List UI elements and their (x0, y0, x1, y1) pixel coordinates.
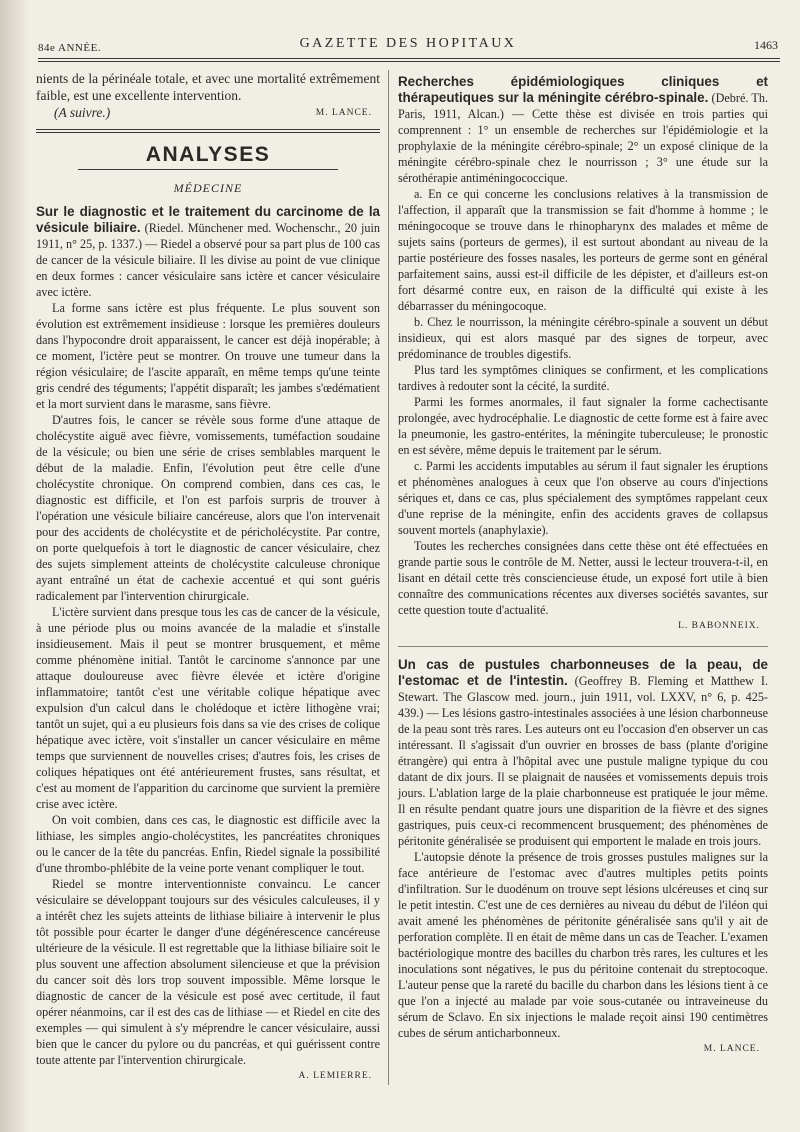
page-header (38, 30, 778, 54)
section-rule-top (36, 129, 380, 133)
article-3-signature: M. LANCE. (703, 1044, 760, 1054)
journal-title: GAZETTE DES HOPITAUX (299, 36, 517, 51)
page-number: 1463 (754, 38, 778, 52)
article-2-reference: (Debré. Th. Paris, 1911, Alcan.) — Cette thèse est divisée en trois parties qui comprennent : 1° un ensemble de recherches sur l'épidémiologie et la prophylaxie de la méningite cérébro-spinale; 2° un exposé clinique de la méningite cérébro-spinale chez le nourrisson ; 3° une étude sur la sérothérapie antiméningococcique. (398, 91, 768, 185)
section-rule-bottom (78, 169, 338, 170)
volume-label: 84e ANNÉE. (38, 42, 102, 54)
article-1-paragraph-6: Riedel se montre interventionniste convaincu. Le cancer vésiculaire se développant toujours sur des vésicules calculeuses, il y a intérêt chez les sujets atteints de lithiase biliaire à intervenir le plus tôt possible pour écarter le danger d'une dégénérescence cancéreuse ultérieure de la vésicule. Il est regrettable que la lithiase biliaire soit le plus souvent une affection absolument silencieuse et que la prévision du cancer soit dès lors trop souvent impossible. Même lorsque le diagnostic de cancer de la vésicule est posé avec certitude, il faut opérer néanmoins, car il est des cas de lithiase — et Riedel en cite des exemples — qui simulent à s'y méprendre le cancer vésiculaire, aussi bien que le cancer du pylore ou du pancréas, et qui guérissent contre toute attente par l'intervention chirurgicale. (36, 877, 380, 1067)
intro-signature: M. LANCE. (315, 108, 372, 118)
article-1-paragraph-3: D'autres fois, le cancer se révèle sous forme d'une attaque de cholécystite aiguë avec fièvre, vomissements, tuméfaction soudaine de la vésicule; ou bien une série de crises semblables marquent le début de la maladie. Enfin, l'évolution peut être celle d'une cholécystite chronique. On comprend combien, dans ces cas, le diagnostic est difficile, et l'on est parfois surpris de trouver à l'opération une vésicule biliaire cancéreuse, alors que l'on intervenait pour des accidents de cholécystite et de péricholécystite. Par contre, on porte quelquefois à tort le diagnostic de cancer vésiculaire, chez des sujets simplement atteints de cholécystite calculeuse chronique ayant entraîné un état de cachexie accentué et qui sont guéris radicalement par l'intervention chirurgicale. (36, 413, 380, 603)
article-3-title: Un cas de pustules charbonneuses de la peau, de l'estomac et de l'intestin. (398, 657, 768, 688)
intro-paragraph: nients de la périnéale totale, et avec une mortalité extrêmement faible, est une excellente intervention. (36, 71, 380, 103)
article-1-paragraph-4: L'ictère survient dans presque tous les cas de cancer de la vésicule, à une période plus ou moins avancée de la maladie et s'installe insidieusement. Mais il peut se montrer brusquement, et même comme phénomène initial. Tantôt le carcinome s'annonce par une attaque douloureuse avec fièvre élevée et ictère d'origine inflammatoire; tantôt c'est une véritable colique hépatique avec expulsion d'un calcul dans le cholédoque et ictère lithogène vrai; tantôt un sujet, qui a eu plusieurs fois dans sa vie des crises de colique hépatique avec ictère, voit s'installer un cancer vésiculaire en même temps que surviennent de nouvelles crises; d'autres fois, les crises de coliques hépatiques ont été antérieurement frustes, sans résultat, et c'est au moment de l'apparition du carcinome que survient la première crise avec ictère. (36, 605, 380, 811)
article-2-signature: L. BABONNEIX. (678, 621, 760, 631)
article-1-paragraph-5: On voit combien, dans ces cas, le diagnostic est difficile avec la lithiase, les simples angio-cholécystites, les pancréatites chroniques ou le cancer de la tête du pancréas. Enfin, Riedel signale la possibilité d'une thrombo-phlébite de la veine porte venant compliquer le tout. (36, 813, 380, 875)
article-3-reference: (Geoffrey B. Fleming et Matthew I. Stewart. The Glascow med. journ., juin 1911, vol. LXXV, n° 6, p. 425-439.) — Les lésions gastro-intestinales associées à une lésion charbonneuse de la peau sont très rares. Les auteurs ont eu l'occasion d'en observer un cas intéressant. Il s'agissait d'un ouvrier en brosses de bass (plante d'origine étrangère) qui entra à l'hôpital avec une pustule maligne typique du cou datant de dix jours. Il se plaignait de nausées et vomissements depuis trois jours. L'ablation large de la plaie charbonneuse est pratiquée le jour même. Il en résulte pendant quatre jours une disparition de la fièvre et des signes gastriques, puis ceux-ci recommencent brusquement; des phénomènes de péritonite généralisée se produisent qui emportent le malade en trois jours. (398, 674, 768, 848)
header-rule-2 (38, 61, 780, 62)
right-column (398, 74, 768, 1057)
to-be-continued: (A suivre.) (54, 105, 111, 120)
binding-gutter (0, 0, 30, 1132)
article-2-paragraph-c: c. Parmi les accidents imputables au sérum il faut signaler les éruptions et phénomènes analogues à ceux que l'on observe au cours d'injections sériques et, dans ce cas, plus spécialement des symptômes rappelant ceux d'une reprise de la méningite, enfin des accidents graves de collapsus souvent mortels (anaphylaxie). (398, 459, 768, 537)
article-2-paragraph-b3: Parmi les formes anormales, il faut signaler la forme cachectisante prolongée, avec hydrocéphalie. Le diagnostic de cette forme est à faire avec la pneumonie, les gastro-entérites, la méningite tuberculeuse; le pronostic en est sévère, même depuis le traitement par le sérum. (398, 395, 768, 457)
article-2-paragraph-b2: Plus tard les symptômes cliniques se confirment, et les complications tardives à redouter sont la cécité, la surdité. (398, 363, 768, 393)
article-2-title: Recherches épidémiologiques cliniques et thérapeutiques sur la méningite cérébro-spinale. (398, 74, 768, 105)
article-1-title: Sur le diagnostic et le traitement du carcinome de la vésicule biliaire. (36, 204, 380, 235)
subsection-title: MÉDECINE (173, 181, 243, 195)
article-2-paragraph-b: b. Chez le nourrisson, la méningite cérébro-spinale a souvent un début insidieux, qui est alors masqué par des signes de torpeur, avec prédominance de troubles digestifs. (398, 315, 768, 361)
article-1-reference: (Riedel. Münchener med. Wochenschr., 20 juin 1911, n° 25, p. 1337.) — Riedel a observé pour sa part plus de 100 cas de cancer de la vésicule biliaire. Il les divise au point de vue clinique en deux formes : cancer vésiculaire sans ictère et cancer vésiculaire avec ictère. (36, 221, 380, 299)
left-column (36, 70, 380, 1084)
article-divider (398, 646, 768, 647)
header-rule (38, 58, 780, 59)
article-2-paragraph-conclusion: Toutes les recherches consignées dans cette thèse ont été effectuées en grande partie sous le contrôle de M. Netter, aussi le lecteur trouvera-t-il, en lisant en détail cette très consciencieuse étude, un exposé fort utile à bien connaître des communications récentes aux diverses sociétés savantes, sur cette question toute d'actualité. (398, 539, 768, 617)
article-1-signature: A. LEMIERRE. (298, 1071, 372, 1081)
section-title: ANALYSES (145, 143, 271, 166)
article-1-lead (36, 204, 380, 300)
article-2-lead (398, 74, 768, 186)
article-1-paragraph-2: La forme sans ictère est plus fréquente. Le plus souvent son évolution est extrêmement insidieuse : lorsque les premières douleurs dans l'hypocondre droit apparaissent, le cancer est déjà inopérable; à ce moment, l'ictère peut se montrer. On trouve une tumeur dans la région vésiculaire; de l'ascite apparaît, en même temps qu'une teinte gris cendré des téguments; l'appétit disparaît; les jambes s'œdématient et la mort survient dans le marasme, sans fièvre. (36, 301, 380, 411)
article-3-lead (398, 657, 768, 849)
article-3-paragraph-2: L'autopsie dénote la présence de trois grosses pustules malignes sur la face antérieure de l'estomac avec d'autres multiples petits points d'infiltration. Sur le duodénum on trouve sept lésions ulcéreuses et cinq sur le petit intestin. C'est une de ces dernières au niveau du début de l'iléon qui avait amené les phénomènes de péritonite généralisée sans qu'il y ait de perforation complète. Il en était de même dans un cas de Teacher. L'examen bactériologique montre des bacilles du charbon très rares, les cultures et les inoculations sont négatives, le pus du péritoine contenait du streptocoque. L'auteur pense que la rareté du bacille du charbon dans les lésions tient à ce que l'on a injecté au malade par voie sous-cutanée ou intraveineuse du sérum de Sclavo. En six injections le malade reçoit ainsi 190 centimètres cubes de sérum anticharbonneux. (398, 850, 768, 1040)
column-separator (388, 70, 389, 1085)
article-2-paragraph-a: a. En ce qui concerne les conclusions relatives à la transmission de l'affection, il apparaît que la transmission se fait d'homme à homme ; le méningocoque se trouve dans le rhinopharynx des malades et même de sujets sains (porteurs de germes), il est surtout abondant au niveau de la partie postérieure des fosses nasales, les porteurs de germe sont en général parfaitement sains, aussi est-il difficile de les dépister, et d'ailleurs est-on fort désarmé contre eux, en raison de la difficulté qui existe à les débarrasser du méningocoque. (398, 187, 768, 313)
